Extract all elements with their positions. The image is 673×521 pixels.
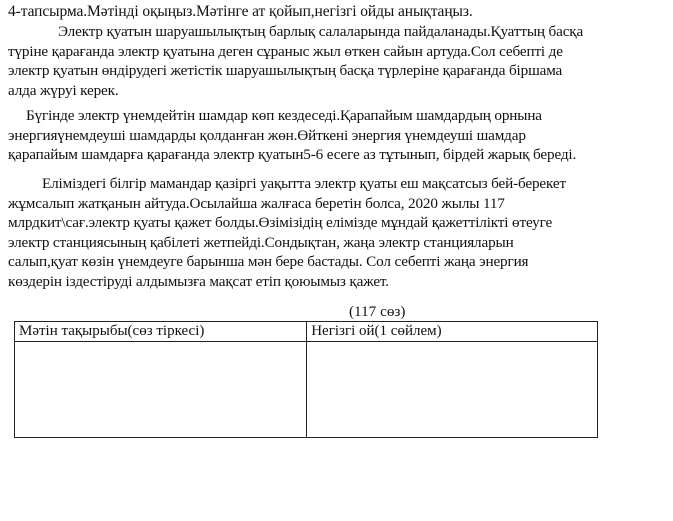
paragraph-line: көздерін іздестіруді алдымызға мақсат етіп қоюымыз қажет. (8, 272, 389, 290)
answer-cell-title[interactable] (15, 342, 307, 438)
paragraph-line: Еліміздегі білгір мамандар қазіргі уақытта электр қуаты еш мақсатсыз бей-берекет (42, 175, 566, 192)
paragraph-line: қарапайым шамдарға қарағанда электр қуатын5-6 есеге аз тұтынып, бірдей жарық береді. (8, 146, 577, 164)
paragraph-line: жұмсалып жатқанын айтуда.Осылайша жалғаса беретін болса, 2020 жылы 117 (8, 194, 505, 212)
paragraph-line: алда жүруі керек. (8, 81, 119, 99)
header-main-idea: Негізгі ой(1 сөйлем) (307, 322, 598, 342)
task-title: 4-тапсырма.Мәтінді оқыңыз.Мәтінге ат қойып,негізгі ойды анықтаңыз. (8, 3, 473, 20)
paragraph-line: салып,қуат көзін үнемдеуге барынша мән бере бастады. Сол себепті жаңа энергия (8, 253, 529, 271)
answer-cell-main-idea[interactable] (307, 342, 598, 438)
paragraph-1 (8, 22, 584, 100)
paragraph-line: млрдкит\сағ.электр қуаты қажет болды.Өзімізідің елімізде мұндай қажеттілікті өтеуге (8, 214, 553, 232)
answer-table (14, 321, 598, 438)
table-row (15, 342, 598, 438)
word-count: (117 сөз) (349, 303, 406, 320)
paragraph-line: Бүгінде электр үнемдейтін шамдар көп кездеседі.Қарапайым шамдардың орнына (26, 107, 542, 124)
paragraph-line: энергияүнемдеуші шамдарды қолданған жөн.Өйткені энергия үнемдеуші шамдар (8, 126, 526, 144)
paragraph-3 (8, 174, 566, 292)
table-header-row (15, 322, 598, 342)
paragraph-line: түріне қарағанда электр қуатына деген сұраныс жыл өткен сайын артуда.Сол себепті де (8, 42, 563, 60)
paragraph-line: Электр қуатын шаруашылықтың барлық салаларында пайдаланады.Қуаттың басқа (58, 23, 584, 40)
paragraph-line: электр қуатын өндірудегі жетістік шаруашылықтың басқа түрлеріне қарағанда біршама (8, 62, 563, 80)
header-text-title: Мәтін тақырыбы(сөз тіркесі) (15, 322, 307, 342)
paragraph-line: электр станциясының қабілеті жетпейді.Сондықтан, жаңа электр станцияларын (8, 233, 514, 251)
paragraph-2 (8, 106, 577, 165)
